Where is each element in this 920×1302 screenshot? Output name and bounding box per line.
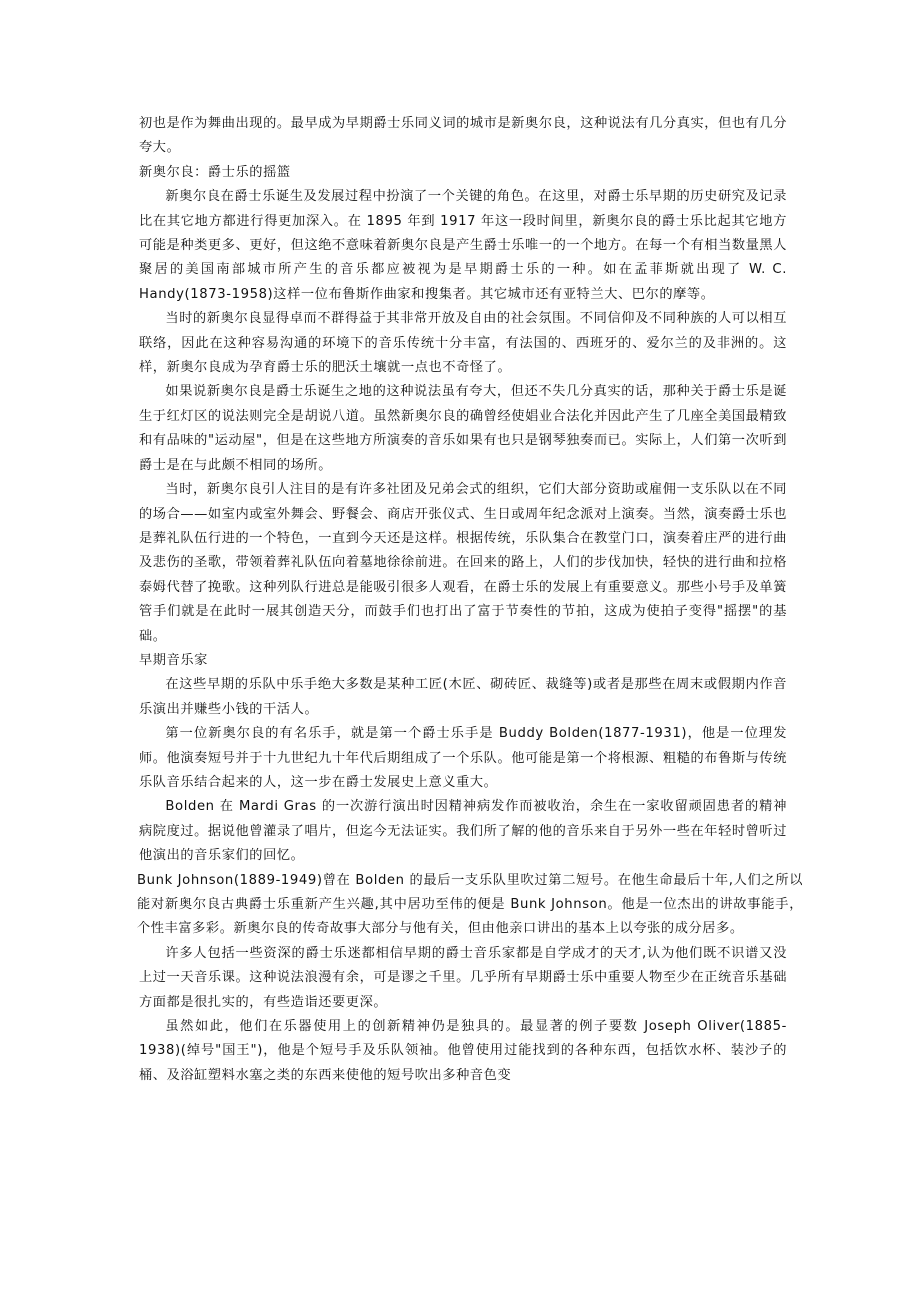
paragraph-bunk-johnson: Bunk Johnson(1889-1949)曾在 Bolden 的最后一支乐队里吹过第二短号。在他生命最后十年,人们之所以能对新奥尔良古典爵士乐重新产生兴趣,其中居功至伟的便是 Bunk Johnson。他是一位杰出的讲故事能手，个性丰富多彩。新奥尔良的传奇故事大部分与他有关，但由他亲口讲出的基本上以夸张的成分居多。: [137, 872, 803, 937]
paragraph-red-light-myth: 如果说新奥尔良是爵士乐诞生之地的这种说法虽有夸大，但还不失几分真实的话，那种关于爵士乐是诞生于红灯区的说法则完全是胡说八道。虽然新奥尔良的确曾经使娼业合法化并因此产生了几座全美国最精致和有品味的"运动屋"，但是在这些地方所演奏的音乐如果有也只是钢琴独奏而已。实际上，人们第一次听到爵士是在与此颇不相同的场所。: [139, 384, 788, 473]
paragraph-bolden-later-life: Bolden 在 Mardi Gras 的一次游行演出时因精神病发作而被收治，余生在一家收留顽固患者的精神病院度过。据说他曾灌录了唱片，但迄今无法证实。我们所了解的他的音乐来自于另外一些在年轻时曾听过他演出的音乐家们的回忆。: [139, 799, 788, 864]
document-body: [137, 112, 803, 1088]
paragraph-self-taught-myth: 许多人包括一些资深的爵士乐迷都相信早期的爵士音乐家都是自学成才的天才,认为他们既不识谱又没上过一天音乐课。这种说法浪漫有余，可是谬之千里。几乎所有早期爵士乐中重要人物至少在正统音乐基础方面都是很扎实的，有些造诣还要更深。: [139, 945, 788, 1010]
paragraph-social-atmosphere: 当时的新奥尔良显得卓而不群得益于其非常开放及自由的社会氛围。不同信仰及不同种族的人可以相互联络，因此在这种容易沟通的环境下的音乐传统十分丰富，有法国的、西班牙的、爱尔兰的及非洲的。这样，新奥尔良成为孕育爵士乐的肥沃土壤就一点也不奇怪了。: [139, 311, 787, 376]
section-heading-early-musicians: 早期音乐家: [139, 652, 208, 668]
paragraph-intro-continuation: 初也是作为舞曲出现的。最早成为早期爵士乐同义词的城市是新奥尔良，这种说法有几分真实，但也有几分夸大。: [139, 116, 788, 156]
paragraph-brass-bands: 当时，新奥尔良引人注目的是有许多社团及兄弟会式的组织，它们大部分资助或雇佣一支乐队以在不同的场合——如室内或室外舞会、野餐会、商店开张仪式、生日或周年纪念派对上演奏。当然，演奏爵士乐也是葬礼队伍行进的一个特色，一直到今天还是这样。根据传统，乐队集合在教堂门口，演奏着庄严的进行曲及悲伤的圣歌，带领着葬礼队伍向着墓地徐徐前进。在回来的路上，人们的步伐加快，轻快的进行曲和拉格泰姆代替了挽歌。这种列队行进总是能吸引很多人观看，在爵士乐的发展上有重要意义。那些小号手及单簧管手们就是在此时一展其创造天分，而鼓手们也打出了富于节奏性的节拍，这成为使拍子变得"摇摆"的基础。: [139, 482, 788, 644]
paragraph-joseph-oliver: 虽然如此，他们在乐器使用上的创新精神仍是独具的。最显著的例子要数 Joseph Oliver(1885-1938)(绰号"国王")，他是个短号手及乐队领袖。他曾使用过能找到的各种东西，包括饮水杯、装沙子的桶、及浴缸塑料水塞之类的东西来使他的短号吹出多种音色变: [139, 1019, 787, 1083]
paragraph-new-orleans-role: 新奥尔良在爵士乐诞生及发展过程中扮演了一个关键的角色。在这里，对爵士乐早期的历史研究及记录比在其它地方都进行得更加深入。在 1895 年到 1917 年这一段时间里，新奥尔良的爵士乐比起其它地方可能是种类更多、更好，但这绝不意味着新奥尔良是产生爵士乐唯一的一个地方。在每一个有相当数量黑人聚居的美国南部城市所产生的音乐都应被视为是早期爵士乐的一种。如在孟菲斯就出现了 W. C. Handy(1873-1958)这样一位布鲁斯作曲家和搜集者。其它城市还有亚特兰大、巴尔的摩等。: [139, 189, 788, 302]
section-heading-new-orleans: 新奥尔良：爵士乐的摇篮: [139, 164, 291, 180]
paragraph-buddy-bolden: 第一位新奥尔良的有名乐手，就是第一个爵士乐手是 Buddy Bolden(1877-1931)，他是一位理发师。他演奏短号并于十九世纪九十年代后期组成了一个乐队。他可能是第一个将根源、粗糙的布鲁斯与传统乐队音乐结合起来的人，这一步在爵士发展史上意义重大。: [139, 726, 788, 790]
paragraph-musician-occupations: 在这些早期的乐队中乐手绝大多数是某种工匠(木匠、砌砖匠、裁缝等)或者是那些在周末或假期内作音乐演出并赚些小钱的干活人。: [139, 677, 787, 717]
